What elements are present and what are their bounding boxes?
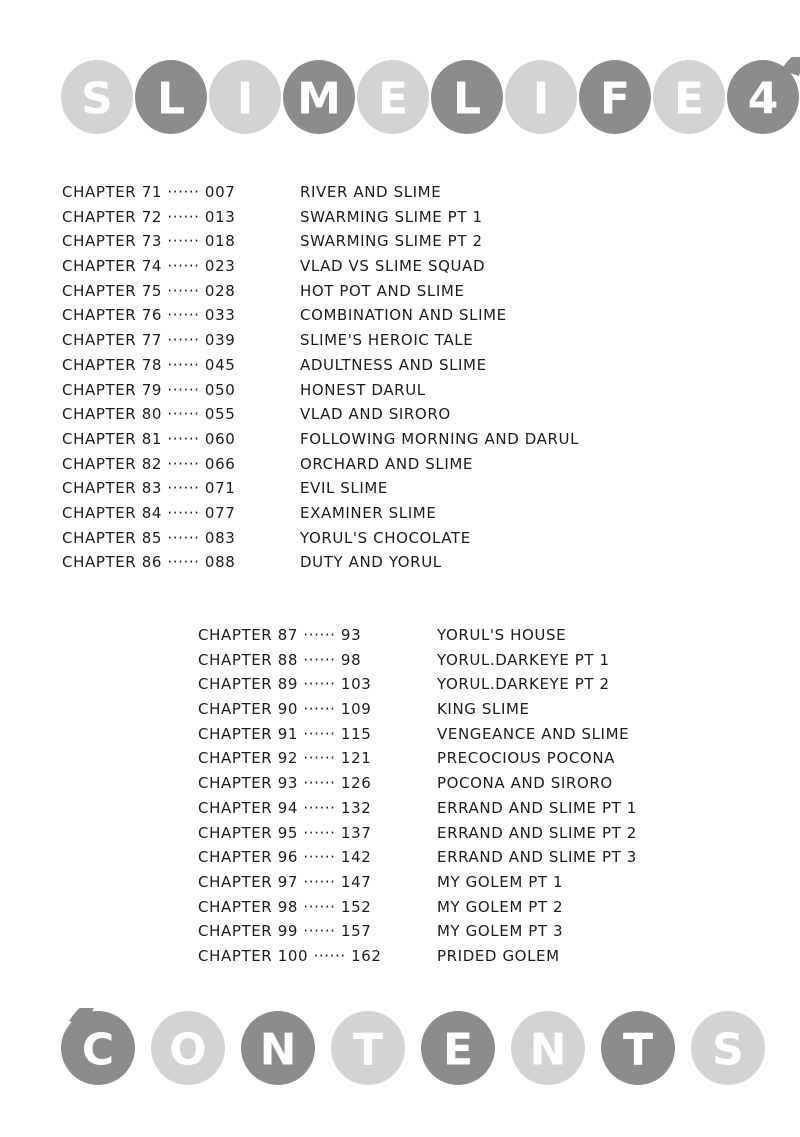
toc-chapter-page: CHAPTER 95 ······ 137 [198,823,372,842]
header-letter-text: I [236,73,254,125]
toc-row [62,254,682,279]
toc-chapter-title: RIVER AND SLIME [300,183,442,201]
toc-row [198,796,698,821]
toc-chapter-page: CHAPTER 73 ······ 018 [62,232,236,251]
toc-chapter-title: MY GOLEM PT 2 [437,897,564,916]
header-letter-text: E [377,73,409,125]
footer-letter-text: N [529,1024,567,1076]
toc-chapter-title: YORUL.DARKEYE PT 1 [437,650,610,669]
header-letter-8 [653,60,725,134]
toc-chapter-page: CHAPTER 78 ······ 045 [62,355,236,374]
header-letter-text: F [599,73,631,125]
toc-chapter-title: ERRAND AND SLIME PT 3 [437,848,637,867]
footer-letter-2 [241,1011,315,1085]
toc-chapter-page: CHAPTER 75 ······ 028 [62,281,236,300]
header-letter-text: I [532,73,550,125]
toc-chapter-page: CHAPTER 89 ······ 103 [198,675,372,694]
toc-chapter-title: YORUL'S CHOCOLATE [300,528,471,547]
toc-chapter-title: VLAD AND SIRORO [300,405,451,424]
header-letter-6 [505,60,577,134]
toc-row [62,229,682,254]
toc-chapter-title: EXAMINER SLIME [300,503,437,522]
toc-chapter-title: HOT POT AND SLIME [300,281,465,300]
footer-title [0,1008,800,1088]
toc-row [62,452,682,477]
toc-row [62,303,682,328]
header-letter-text: L [452,73,482,125]
toc-chapter-page: CHAPTER 77 ······ 039 [62,331,236,350]
toc-chapter-title: HONEST DARUL [300,380,426,399]
toc-chapter-page: CHAPTER 85 ······ 083 [62,528,236,547]
toc-row [198,919,698,944]
toc-chapter-title: ERRAND AND SLIME PT 1 [437,798,637,817]
toc-chapter-page: CHAPTER 98 ······ 152 [198,897,372,916]
footer-letter-text: S [712,1024,744,1076]
toc-row [62,353,682,378]
header-title-blobs [0,57,800,137]
toc-chapter-page: CHAPTER 80 ······ 055 [62,405,236,424]
toc-row [198,771,698,796]
toc-row [198,648,698,673]
toc-row [198,870,698,895]
toc-row [62,501,682,526]
toc-row [198,697,698,722]
toc-chapter-title: DUTY AND YORUL [300,553,442,572]
toc-section-1 [62,180,682,575]
toc-chapter-page: CHAPTER 71 ······ 007 [62,183,236,201]
toc-chapter-title: KING SLIME [437,700,530,719]
toc-chapter-page: CHAPTER 88 ······ 98 [198,650,362,669]
footer-letter-1 [151,1011,225,1085]
toc-chapter-page: CHAPTER 100 ······ 162 [198,946,382,965]
toc-chapter-page: CHAPTER 94 ······ 132 [198,798,372,817]
header-letter-3 [283,60,355,134]
toc-chapter-page: CHAPTER 79 ······ 050 [62,380,236,399]
header-letter-9 [727,57,800,134]
toc-chapter-title: SWARMING SLIME PT 2 [300,232,483,251]
footer-letter-6 [601,1011,675,1085]
toc-row [62,205,682,230]
footer-letter-text: T [352,1024,384,1076]
toc-row [198,821,698,846]
footer-letter-7 [691,1011,765,1085]
toc-row [62,279,682,304]
toc-chapter-page: CHAPTER 92 ······ 121 [198,749,372,768]
toc-chapter-title: ORCHARD AND SLIME [300,454,473,473]
toc-row [198,845,698,870]
toc-chapter-page: CHAPTER 86 ······ 088 [62,553,236,572]
toc-chapter-title: PRIDED GOLEM [437,946,560,965]
toc-chapter-page: CHAPTER 90 ······ 109 [198,700,372,719]
toc-row [62,180,682,205]
toc-chapter-title: SWARMING SLIME PT 1 [300,207,483,226]
toc-chapter-title: POCONA AND SIRORO [437,774,613,793]
footer-letter-0 [61,1008,135,1085]
toc-row [62,476,682,501]
header-letter-text: E [673,73,705,125]
toc-chapter-title: MY GOLEM PT 3 [437,922,564,941]
footer-letter-text: O [169,1024,207,1076]
toc-row [198,722,698,747]
toc-chapter-page: CHAPTER 82 ······ 066 [62,454,236,473]
toc-chapter-page: CHAPTER 99 ······ 157 [198,922,372,941]
toc-row [62,550,682,575]
toc-chapter-page: CHAPTER 81 ······ 060 [62,429,236,448]
footer-letter-text: N [259,1024,297,1076]
toc-row [198,944,698,969]
toc-row [198,672,698,697]
toc-chapter-title: ERRAND AND SLIME PT 2 [437,823,637,842]
toc-chapter-title: VLAD VS SLIME SQUAD [300,257,486,276]
footer-letter-3 [331,1011,405,1085]
toc-chapter-title: YORUL'S HOUSE [437,626,567,644]
toc-chapter-title: ADULTNESS AND SLIME [300,355,487,374]
header-letter-text: L [156,73,186,125]
toc-chapter-page: CHAPTER 83 ······ 071 [62,479,236,498]
footer-title-blobs [0,1008,800,1088]
footer-letter-4 [421,1011,495,1085]
footer-letter-text: C [81,1024,115,1076]
header-letter-2 [209,60,281,134]
toc-chapter-title: COMBINATION AND SLIME [300,306,507,325]
header-letter-7 [579,60,651,134]
toc-chapter-title: YORUL.DARKEYE PT 2 [437,675,610,694]
toc-chapter-page: CHAPTER 74 ······ 023 [62,257,236,276]
toc-row [198,746,698,771]
header-letter-4 [357,60,429,134]
toc-chapter-page: CHAPTER 93 ······ 126 [198,774,372,793]
toc-chapter-page: CHAPTER 76 ······ 033 [62,306,236,325]
toc-chapter-page: CHAPTER 84 ······ 077 [62,503,236,522]
toc-row [198,623,698,648]
toc-chapter-page: CHAPTER 91 ······ 115 [198,724,372,743]
toc-chapter-page: CHAPTER 87 ······ 93 [198,626,362,644]
toc-chapter-title: EVIL SLIME [300,479,389,498]
header-letter-5 [431,60,503,134]
footer-letter-text: E [442,1024,474,1076]
toc-chapter-title: FOLLOWING MORNING AND DARUL [300,429,580,448]
toc-chapter-title: MY GOLEM PT 1 [437,872,564,891]
toc-row [62,402,682,427]
header-letter-1 [135,60,207,134]
header-letter-text: M [297,73,341,125]
toc-row [62,328,682,353]
header-letter-text: 4 [747,73,779,125]
header-letter-text: S [81,73,113,125]
toc-row [198,895,698,920]
footer-letter-text: T [622,1024,654,1076]
toc-chapter-title: SLIME'S HEROIC TALE [300,331,474,350]
footer-letter-5 [511,1011,585,1085]
toc-chapter-title: VENGEANCE AND SLIME [437,724,630,743]
toc-row [62,378,682,403]
toc-section-2 [198,623,698,969]
toc-row [62,427,682,452]
header-letter-0 [61,60,133,134]
toc-row [62,526,682,551]
toc-chapter-page: CHAPTER 96 ······ 142 [198,848,372,867]
header-title [0,57,800,137]
toc-chapter-title: PRECOCIOUS POCONA [437,749,616,768]
toc-chapter-page: CHAPTER 72 ······ 013 [62,207,236,226]
toc-chapter-page: CHAPTER 97 ······ 147 [198,872,372,891]
